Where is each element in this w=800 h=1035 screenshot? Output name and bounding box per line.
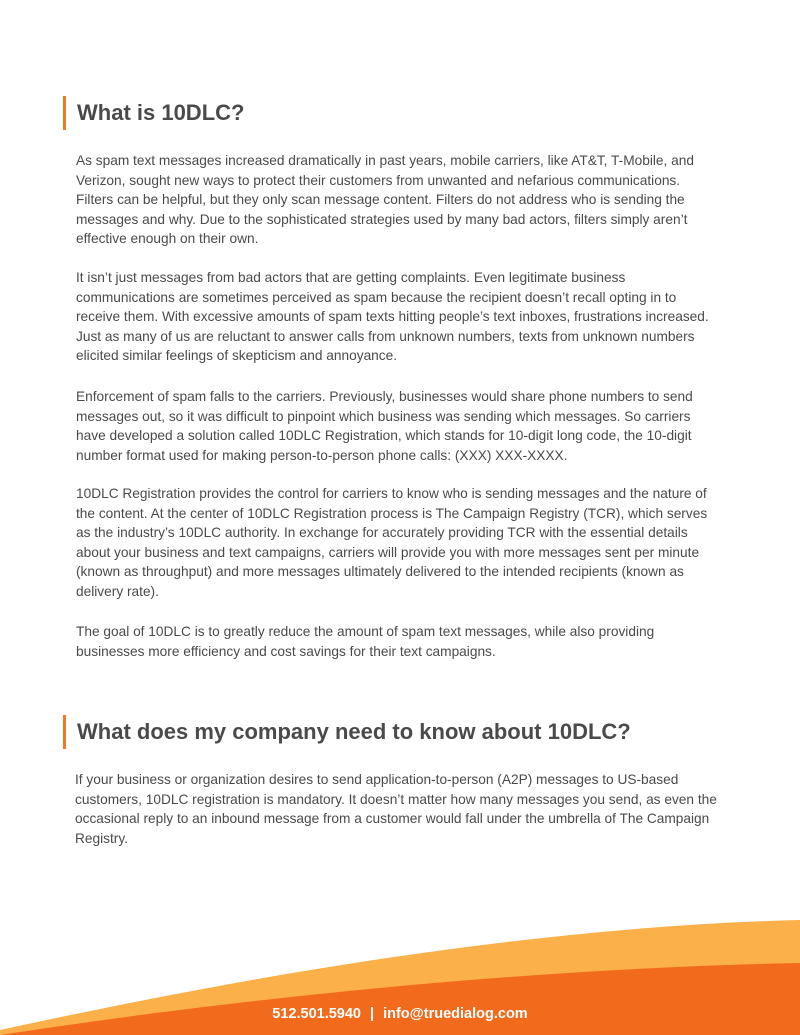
footer-contact (0, 1006, 800, 1022)
footer-phone: 512.501.5940 (272, 1006, 361, 1022)
section-heading-what-is-10dlc: What is 10DLC? (63, 96, 244, 130)
paragraph: Enforcement of spam falls to the carriers. Previously, businesses would share phone numbers to send messages out, so it was difficult to pinpoint which business was sending which messages. So carriers have developed a solution called 10DLC Registration, which stands for 10-digit long code, the 10-digit number format used for making person-to-person phone calls: (XXX) XXX-XXXX. (76, 389, 693, 463)
paragraph: The goal of 10DLC is to greatly reduce the amount of spam text messages, while also providing businesses more efficiency and cost savings for their text campaigns. (76, 624, 655, 659)
paragraph: If your business or organization desires to send application-to-person (A2P) messages to US-based customers, 10DLC registration is mandatory. It doesn’t matter how many messages you send, as even the occasional reply to an inbound message from a customer would fall under the umbrella of The Campaign Registry. (75, 772, 717, 846)
paragraph: 10DLC Registration provides the control for carriers to know who is sending messages and the nature of the content. At the center of 10DLC Registration process is The Campaign Registry (TCR), which serves as the industry’s 10DLC authority. In exchange for accurately providing TCR with the essential details about your business and text campaigns, carriers will provide you with more messages sent per minute (known as throughput) and more messages ultimately delivered to the intended recipients (known as delivery rate). (76, 486, 708, 599)
section-heading-company-needs: What does my company need to know about 10DLC? (63, 715, 631, 749)
footer-separator: | (370, 1006, 375, 1022)
paragraph: It isn’t just messages from bad actors that are getting complaints. Even legitimate business communications are sometimes perceived as spam because the recipient doesn’t recall opting in to receive them. With excessive amounts of spam texts hitting people’s text inboxes, frustrations increased. Just as many of us are reluctant to answer calls from unknown numbers, texts from unknown numbers elicited similar feelings of skepticism and annoyance. (76, 270, 709, 364)
paragraph: As spam text messages increased dramatically in past years, mobile carriers, like AT&T, T-Mobile, and Verizon, sought new ways to protect their customers from unwanted and nefarious communications. Filters can be helpful, but they only scan message content. Filters do not address who is sending the messages and why. Due to the sophisticated strategies used by many bad actors, filters simply aren’t effective enough on their own. (76, 153, 694, 247)
footer-email: info@truedialog.com (383, 1006, 528, 1022)
